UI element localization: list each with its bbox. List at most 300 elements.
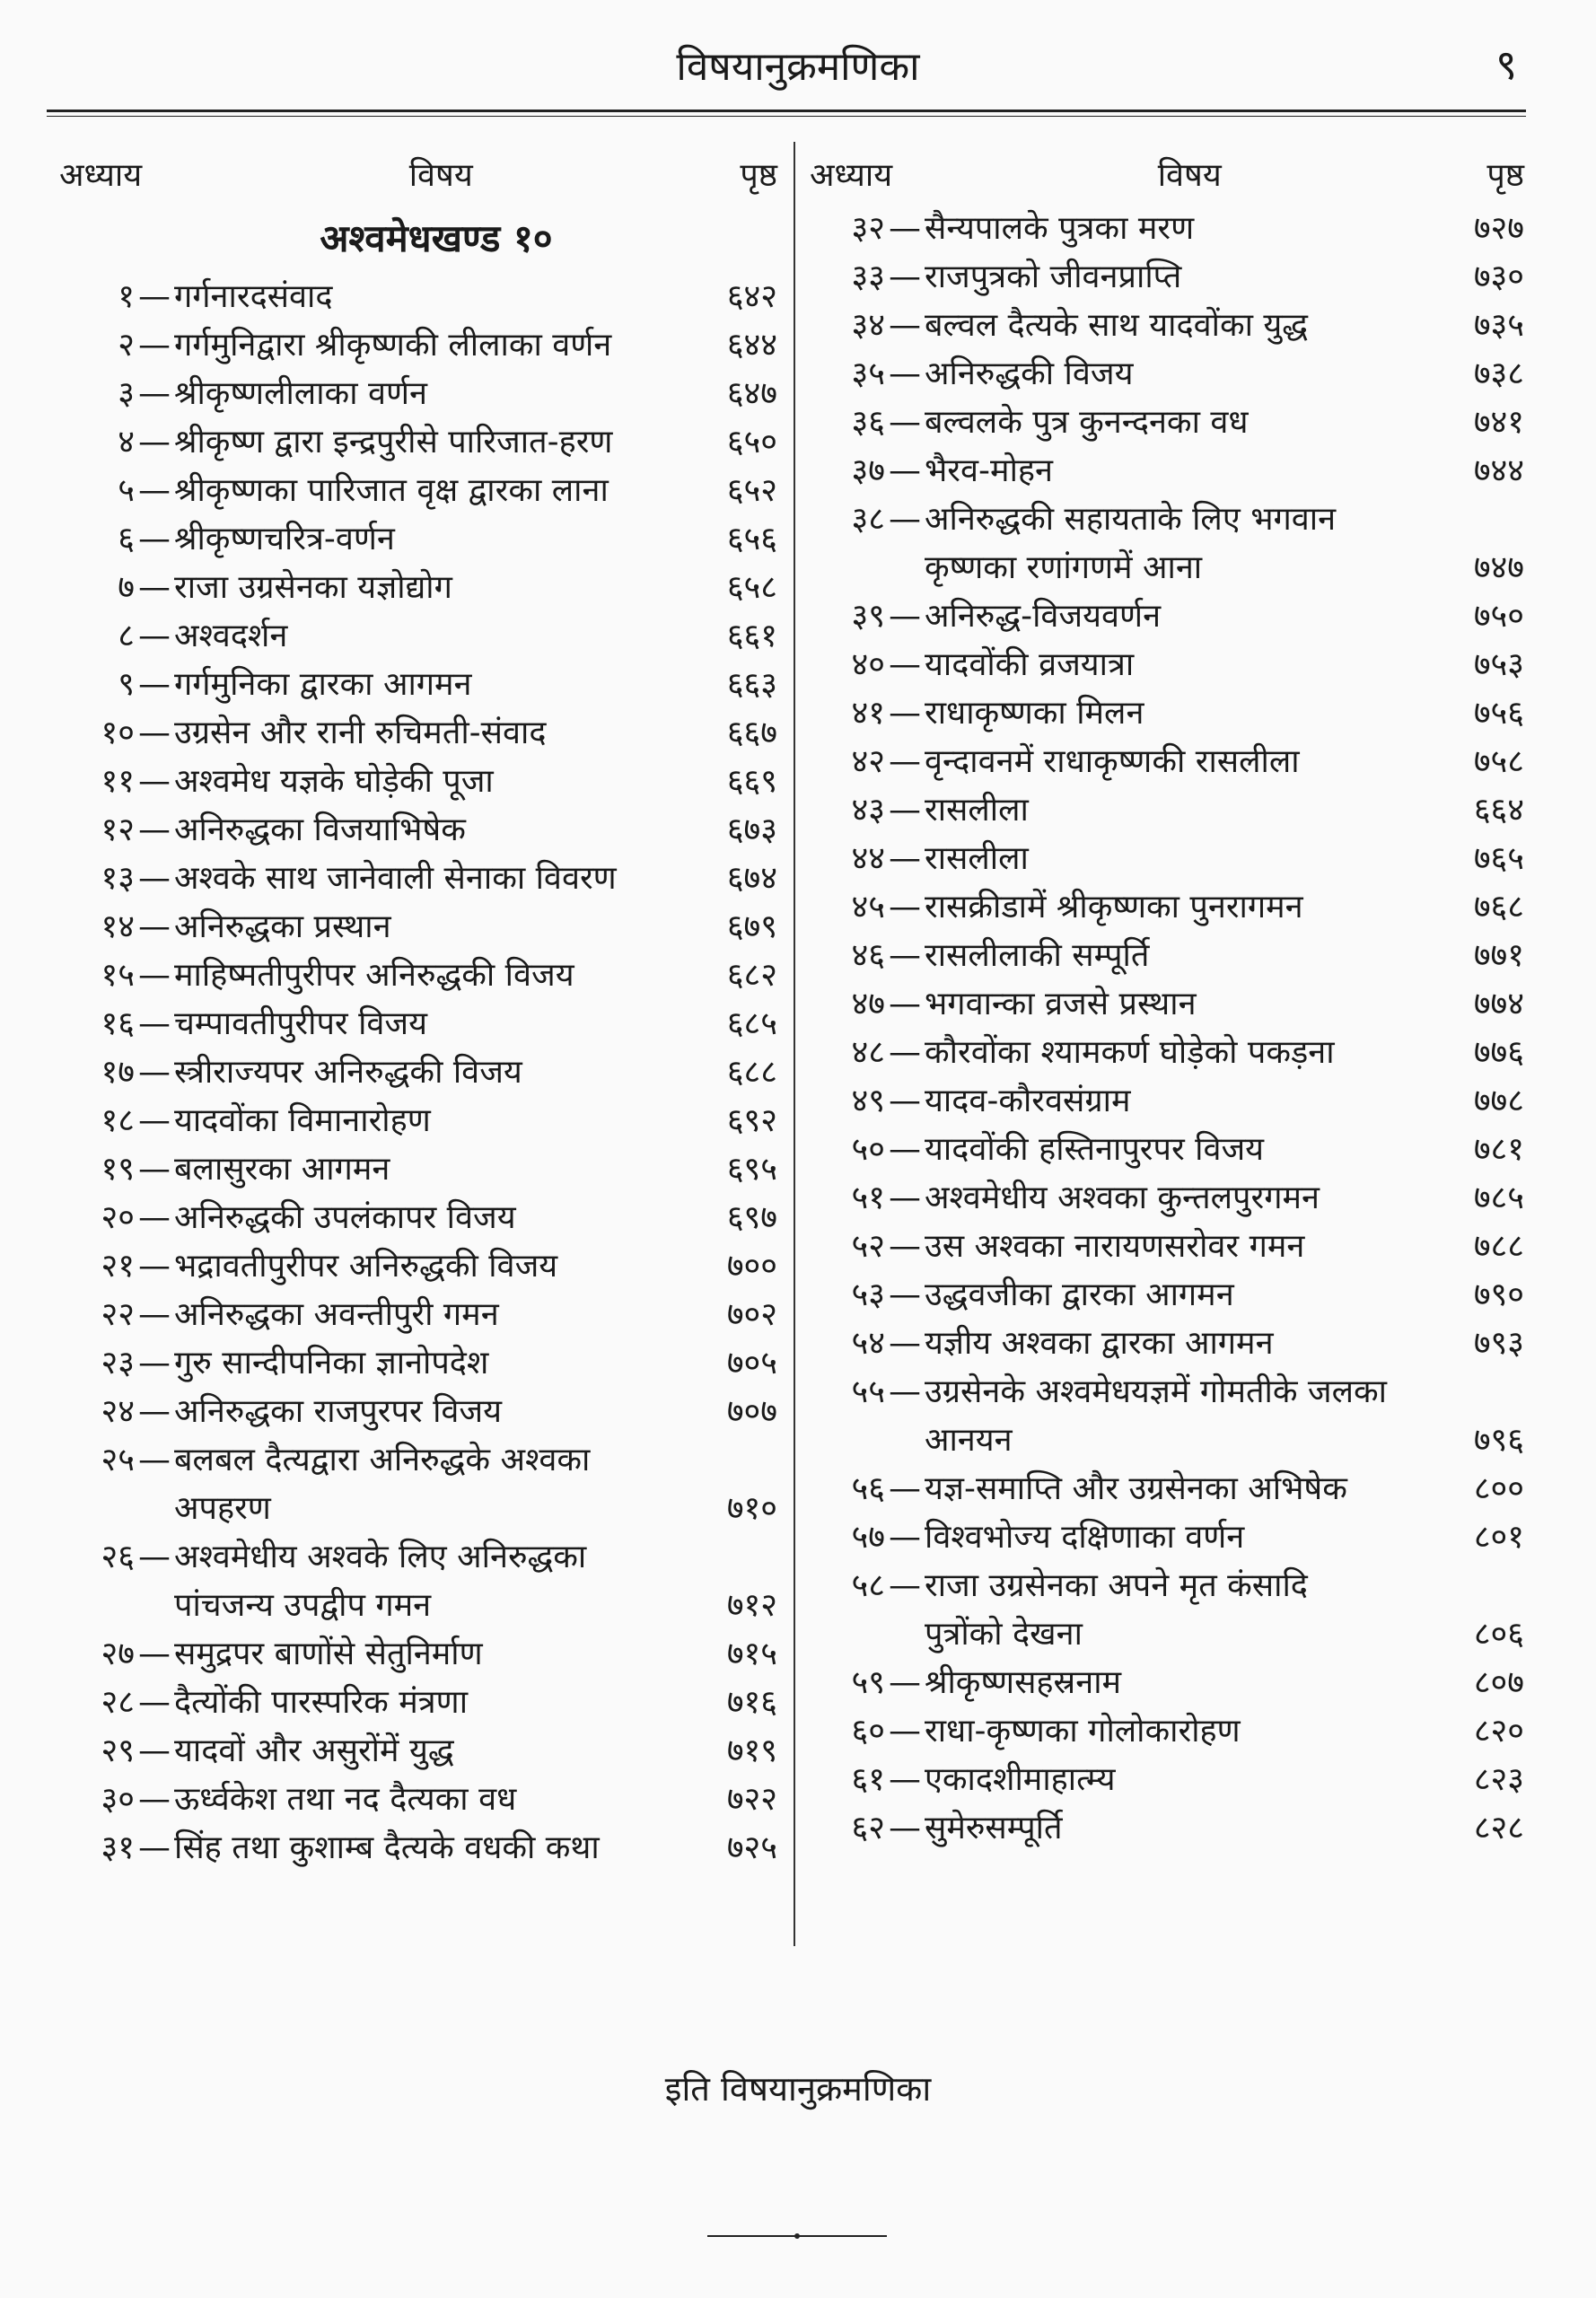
- chapter-title: राजा उग्रसेनका यज्ञोद्योग: [174, 569, 452, 606]
- entry-dash: —: [138, 1054, 171, 1091]
- entry-dash: —: [138, 1829, 171, 1866]
- chapter-title: यज्ञ-समाप्ति और उग्रसेनका अभिषेक: [925, 1470, 1347, 1507]
- chapter-number: ३३: [851, 259, 885, 295]
- page-ref: ८०७: [1473, 1664, 1524, 1701]
- entry-dash: —: [889, 1664, 921, 1701]
- chapter-title-cont: अपहरण: [174, 1490, 271, 1527]
- chapter-title: अश्वमेधीय अश्वका कुन्तलपुरगमन: [925, 1180, 1320, 1216]
- chapter-title: अनिरुद्धकी विजय: [925, 355, 1134, 392]
- page-ref: ६९२: [726, 1102, 777, 1139]
- index-entry: [810, 1513, 1524, 1562]
- chapter-title: अश्वमेध यज्ञके घोड़ेकी पूजा: [174, 763, 494, 800]
- entry-dash: —: [138, 424, 171, 460]
- chapter-number: ४७: [851, 986, 885, 1022]
- page-ref: ६५०: [726, 424, 777, 460]
- chapter-title: गर्गमुनिद्वारा श्रीकृष्णकी लीलाका वर्णन: [174, 327, 612, 364]
- chapter-number: १३: [101, 860, 135, 897]
- chapter-title: उद्धवजीका द्वारका आगमन: [925, 1276, 1234, 1313]
- chapter-title: अनिरुद्धका विजयाभिषेक: [174, 811, 466, 848]
- chapter-title: सैन्यपालके पुत्रका मरण: [925, 210, 1195, 247]
- chapter-title-cont: आनयन: [925, 1422, 1013, 1459]
- index-entry: [810, 350, 1524, 399]
- chapter-title: अनिरुद्धका राजपुरपर विजय: [174, 1393, 502, 1430]
- chapter-title: अनिरुद्धका अवन्तीपुरी गमन: [174, 1296, 499, 1333]
- page-ref: ८२३: [1473, 1761, 1524, 1798]
- entry-dash: —: [138, 1005, 171, 1042]
- entry-dash: —: [138, 278, 171, 315]
- page-ref: ६६३: [726, 666, 777, 703]
- index-entry: [810, 1465, 1524, 1513]
- chapter-number: ३२: [851, 210, 885, 247]
- page-ref: ६८५: [726, 1005, 777, 1042]
- index-entry: [810, 1223, 1524, 1271]
- index-entry: [810, 205, 1524, 253]
- index-entry: [59, 1824, 777, 1873]
- left-entry-list: [59, 273, 777, 1873]
- page-ref: ६७९: [726, 908, 777, 945]
- index-entry: [59, 515, 777, 564]
- index-entry: [810, 786, 1524, 835]
- entry-dash: —: [138, 1102, 171, 1139]
- entry-dash: —: [138, 1151, 171, 1188]
- chapter-number: ४२: [851, 743, 885, 780]
- entry-dash: —: [138, 715, 171, 751]
- chapter-number: ४६: [851, 937, 885, 974]
- column-divider: [794, 142, 795, 1946]
- index-entry: [59, 1388, 777, 1436]
- page-ref: ७८१: [1473, 1131, 1524, 1168]
- page-ref: ६९७: [726, 1199, 777, 1236]
- right-entry-list: [810, 205, 1524, 1853]
- index-entry: [810, 883, 1524, 932]
- chapter-title: वृन्दावनमें राधाकृष्णकी रासलीला: [925, 743, 1300, 780]
- entry-dash: —: [889, 210, 921, 247]
- index-entry: [59, 467, 777, 515]
- entry-dash: —: [889, 1373, 921, 1410]
- page-ref: ७३०: [1473, 259, 1524, 295]
- chapter-number: २६: [101, 1539, 135, 1575]
- chapter-title: स्त्रीराज्यपर अनिरुद्धकी विजय: [174, 1054, 522, 1091]
- chapter-number: ७: [118, 569, 135, 606]
- col-subject-label: विषय: [408, 156, 473, 194]
- entry-dash: —: [889, 1034, 921, 1071]
- chapter-number: १७: [101, 1054, 135, 1091]
- chapter-title: अनिरुद्ध-विजयवर्णन: [925, 598, 1162, 635]
- page-ref: ७०२: [726, 1296, 777, 1333]
- chapter-number: ३०: [101, 1781, 135, 1818]
- page-ref: ७५३: [1473, 646, 1524, 683]
- chapter-number: ३७: [851, 452, 885, 489]
- chapter-number: २: [118, 327, 135, 364]
- chapter-number: १६: [101, 1005, 135, 1042]
- index-entry: [59, 564, 777, 612]
- header-rule: [47, 110, 1526, 117]
- chapter-number: ३१: [101, 1829, 135, 1866]
- index-entry: [59, 1727, 777, 1776]
- chapter-title: अश्वमेधीय अश्वके लिए अनिरुद्धका: [174, 1539, 587, 1575]
- chapter-title: गर्गनारदसंवाद: [174, 278, 333, 315]
- chapter-number: ५९: [851, 1664, 885, 1701]
- entry-dash: —: [138, 1393, 171, 1430]
- entry-dash: —: [138, 1539, 171, 1575]
- page-ref: ६४७: [726, 375, 777, 412]
- entry-dash: —: [889, 1083, 921, 1119]
- page-ref: ८०१: [1473, 1519, 1524, 1556]
- col-page-label: पृष्ठ: [1486, 156, 1524, 194]
- page-ref: ७१९: [726, 1732, 777, 1769]
- entry-dash: —: [138, 763, 171, 800]
- chapter-title: बलासुरका आगमन: [174, 1151, 390, 1188]
- chapter-title: एकादशीमाहात्म्य: [925, 1761, 1116, 1798]
- page-ref: ७९६: [1473, 1422, 1524, 1459]
- index-entry: [59, 1242, 777, 1291]
- page-ref: ६६७: [726, 715, 777, 751]
- chapter-title: यादवों और असुरोंमें युद्ध: [174, 1732, 454, 1769]
- chapter-title: रासलीलाकी सम्पूर्ति: [925, 937, 1150, 974]
- index-entry: [810, 932, 1524, 980]
- chapter-number: २९: [101, 1732, 135, 1769]
- chapter-title: यादव-कौरवसंग्राम: [925, 1083, 1131, 1119]
- index-entry: [59, 1630, 777, 1679]
- entry-dash: —: [889, 889, 921, 925]
- entry-dash: —: [889, 937, 921, 974]
- page-ref: ७२२: [726, 1781, 777, 1818]
- entry-dash: —: [889, 646, 921, 683]
- chapter-number: १: [118, 278, 135, 315]
- col-subject-label: विषय: [1157, 156, 1222, 194]
- right-column: [810, 142, 1524, 1853]
- entry-dash: —: [138, 1345, 171, 1381]
- chapter-number: २२: [101, 1296, 135, 1333]
- page-ref: ७७६: [1473, 1034, 1524, 1071]
- chapter-number: ५५: [851, 1373, 885, 1410]
- chapter-title: बल्वलके पुत्र कुनन्दनका वध: [925, 404, 1249, 441]
- index-entry: [59, 612, 777, 661]
- entry-dash: —: [138, 569, 171, 606]
- chapter-number: ४३: [851, 792, 885, 829]
- page-ref: ७०७: [726, 1393, 777, 1430]
- left-column: [59, 142, 777, 1873]
- chapter-title: अनिरुद्धकी उपलंकापर विजय: [174, 1199, 516, 1236]
- chapter-number: १८: [101, 1102, 135, 1139]
- index-entry: [810, 835, 1524, 883]
- chapter-number: ८: [118, 618, 135, 654]
- entry-dash: —: [138, 957, 171, 994]
- index-entry: [810, 1368, 1524, 1465]
- page-ref: ६५६: [726, 521, 777, 557]
- chapter-title: श्रीकृष्णचरित्र-वर्णन: [174, 521, 395, 557]
- chapter-number: ३९: [851, 598, 885, 635]
- index-entry: [810, 1271, 1524, 1320]
- chapter-title: राजा उग्रसेनका अपने मृत कंसादि: [925, 1567, 1308, 1604]
- chapter-title: समुद्रपर बाणोंसे सेतुनिर्माण: [174, 1636, 483, 1672]
- chapter-number: ६०: [851, 1713, 885, 1750]
- entry-dash: —: [889, 1810, 921, 1846]
- chapter-title: माहिष्मतीपुरीपर अनिरुद्धकी विजय: [174, 957, 574, 994]
- entry-dash: —: [889, 840, 921, 877]
- page-ref: ७७१: [1473, 937, 1524, 974]
- entry-dash: —: [138, 618, 171, 654]
- index-entry: [59, 806, 777, 855]
- index-entry: [810, 253, 1524, 302]
- index-entry: [59, 1533, 777, 1630]
- index-entry: [59, 1097, 777, 1145]
- page-ref: ८२८: [1473, 1810, 1524, 1846]
- chapter-number: २३: [101, 1345, 135, 1381]
- index-entry: [59, 855, 777, 903]
- chapter-number: ६२: [851, 1810, 885, 1846]
- chapter-title: ऊर्ध्वकेश तथा नद दैत्यका वध: [174, 1781, 517, 1818]
- index-entry: [810, 447, 1524, 496]
- chapter-title: रासलीला: [925, 792, 1029, 829]
- page-ref: ७३८: [1473, 355, 1524, 392]
- index-entry: [59, 1048, 777, 1097]
- col-page-label: पृष्ठ: [740, 156, 777, 194]
- entry-dash: —: [889, 1325, 921, 1362]
- index-entry: [810, 689, 1524, 738]
- index-entry: [810, 399, 1524, 447]
- chapter-number: ३४: [851, 307, 885, 344]
- chapter-title: यादवोंकी व्रजयात्रा: [925, 646, 1135, 683]
- chapter-title: चम्पावतीपुरीपर विजय: [174, 1005, 428, 1042]
- page-ref: ७४४: [1473, 452, 1524, 489]
- entry-dash: —: [889, 986, 921, 1022]
- index-entry: [810, 1320, 1524, 1368]
- index-entry: [59, 903, 777, 952]
- entry-dash: —: [889, 452, 921, 489]
- index-entry: [810, 1707, 1524, 1756]
- chapter-title: राधा-कृष्णका गोलोकारोहण: [925, 1713, 1241, 1750]
- chapter-number: ५४: [851, 1325, 885, 1362]
- entry-dash: —: [889, 792, 921, 829]
- chapter-title: दैत्योंकी पारस्परिक मंत्रणा: [174, 1684, 469, 1721]
- page-ref: ८००: [1473, 1470, 1524, 1507]
- page-ref: ६४४: [726, 327, 777, 364]
- index-entry: [810, 496, 1524, 592]
- page-ref: ७००: [726, 1248, 777, 1285]
- chapter-number: १५: [101, 957, 135, 994]
- chapter-number: १०: [101, 715, 135, 751]
- entry-dash: —: [889, 1713, 921, 1750]
- page-ref: ७७४: [1473, 986, 1524, 1022]
- page-ref: ६९५: [726, 1151, 777, 1188]
- index-entry: [59, 1339, 777, 1388]
- page-ref: ६६९: [726, 763, 777, 800]
- chapter-title: अनिरुद्धका प्रस्थान: [174, 908, 391, 945]
- index-entry: [59, 273, 777, 321]
- section-title: अश्वमेधखण्ड १०: [320, 216, 553, 260]
- chapter-title: बलबल दैत्यद्वारा अनिरुद्धके अश्वका: [174, 1442, 591, 1478]
- index-entry: [810, 1126, 1524, 1174]
- chapter-title: रासलीला: [925, 840, 1029, 877]
- left-column-header: [59, 142, 777, 205]
- entry-dash: —: [889, 501, 921, 538]
- entry-dash: —: [138, 1684, 171, 1721]
- index-entry: [59, 370, 777, 418]
- page-ref: ७५८: [1473, 743, 1524, 780]
- entry-dash: —: [889, 1131, 921, 1168]
- index-entry: [810, 980, 1524, 1029]
- page-ref: ६६४: [1473, 792, 1524, 829]
- index-entry: [810, 1029, 1524, 1077]
- page-ref: ६८८: [726, 1054, 777, 1091]
- chapter-number: ४०: [851, 646, 885, 683]
- entry-dash: —: [889, 1761, 921, 1798]
- chapter-number: ४९: [851, 1083, 885, 1119]
- chapter-number: २७: [101, 1636, 135, 1672]
- chapter-number: ५२: [851, 1228, 885, 1265]
- entry-dash: —: [138, 1296, 171, 1333]
- page-ref: ७२५: [726, 1829, 777, 1866]
- chapter-number: ४८: [851, 1034, 885, 1071]
- entry-dash: —: [889, 1276, 921, 1313]
- index-entry: [59, 952, 777, 1000]
- running-title: विषयानुक्रमणिका: [676, 44, 920, 90]
- chapter-title: अनिरुद्धकी सहायताके लिए भगवान: [925, 501, 1337, 538]
- chapter-number: ४४: [851, 840, 885, 877]
- entry-dash: —: [889, 307, 921, 344]
- index-entry: [810, 1077, 1524, 1126]
- index-entry: [59, 709, 777, 758]
- index-entry: [59, 1679, 777, 1727]
- page-ref: ७८८: [1473, 1228, 1524, 1265]
- page-ref: ७१५: [726, 1636, 777, 1672]
- chapter-number: ५७: [851, 1519, 885, 1556]
- chapter-title: गुरु सान्दीपनिका ज्ञानोपदेश: [174, 1345, 489, 1381]
- chapter-title: विश्वभोज्य दक्षिणाका वर्णन: [925, 1519, 1245, 1556]
- entry-dash: —: [889, 355, 921, 392]
- entry-dash: —: [889, 1567, 921, 1604]
- page-ref: ७७८: [1473, 1083, 1524, 1119]
- index-entry: [810, 1562, 1524, 1659]
- chapter-title: भैरव-मोहन: [925, 452, 1053, 489]
- chapter-title: उस अश्वका नारायणसरोवर गमन: [925, 1228, 1305, 1265]
- index-entry: [810, 592, 1524, 641]
- chapter-title-cont: पुत्रोंको देखना: [925, 1616, 1083, 1653]
- entry-dash: —: [138, 908, 171, 945]
- page-ref: ६८२: [726, 957, 777, 994]
- page-number: ९: [1495, 40, 1517, 89]
- page-ref: ७५६: [1473, 695, 1524, 732]
- entry-dash: —: [889, 1228, 921, 1265]
- chapter-title: राधाकृष्णका मिलन: [925, 695, 1144, 732]
- chapter-title: श्रीकृष्णसहस्रनाम: [925, 1664, 1122, 1701]
- page-ref: ६७३: [726, 811, 777, 848]
- index-entry: [59, 1194, 777, 1242]
- chapter-number: १९: [101, 1151, 135, 1188]
- index-entry: [59, 418, 777, 467]
- page-ref: ७९३: [1473, 1325, 1524, 1362]
- index-entry: [59, 1291, 777, 1339]
- entry-dash: —: [138, 1199, 171, 1236]
- page-ref: ७३५: [1473, 307, 1524, 344]
- chapter-number: ५१: [851, 1180, 885, 1216]
- page-ref: ८२०: [1473, 1713, 1524, 1750]
- index-entry: [59, 758, 777, 806]
- chapter-number: ४५: [851, 889, 885, 925]
- chapter-number: ९: [118, 666, 135, 703]
- page-ref: ७०५: [726, 1345, 777, 1381]
- chapter-number: ५३: [851, 1276, 885, 1313]
- entry-dash: —: [889, 259, 921, 295]
- chapter-number: ३८: [851, 501, 885, 538]
- entry-dash: —: [889, 404, 921, 441]
- page-ref: ७९०: [1473, 1276, 1524, 1313]
- page-ref: ६५८: [726, 569, 777, 606]
- chapter-number: ५: [118, 472, 135, 509]
- entry-dash: —: [138, 327, 171, 364]
- chapter-title: उग्रसेन और रानी रुचिमती-संवाद: [174, 715, 547, 751]
- col-chapter-label: अध्याय: [59, 156, 143, 194]
- page-ref: ८०६: [1473, 1616, 1524, 1653]
- footer-text: इति विषयानुक्रमणिका: [664, 2069, 932, 2109]
- index-entry: [810, 641, 1524, 689]
- chapter-title: अश्वके साथ जानेवाली सेनाका विवरण: [174, 860, 617, 897]
- entry-dash: —: [138, 1732, 171, 1769]
- page-ref: ६५२: [726, 472, 777, 509]
- chapter-title: यज्ञीय अश्वका द्वारका आगमन: [925, 1325, 1274, 1362]
- index-entry: [810, 1756, 1524, 1804]
- chapter-number: ५६: [851, 1470, 885, 1507]
- page-ref: ७१०: [726, 1490, 777, 1527]
- index-entry: [59, 1776, 777, 1824]
- index-entry: [810, 1174, 1524, 1223]
- chapter-title: बल्वल दैत्यके साथ यादवोंका युद्ध: [925, 307, 1309, 344]
- index-entry: [59, 661, 777, 709]
- chapter-number: ६: [118, 521, 135, 557]
- chapter-title: भद्रावतीपुरीपर अनिरुद्धकी विजय: [174, 1248, 558, 1285]
- right-column-header: [810, 142, 1524, 205]
- chapter-number: ५८: [851, 1567, 885, 1604]
- chapter-title: अश्वदर्शन: [174, 618, 288, 654]
- page-ref: ६६१: [726, 618, 777, 654]
- col-chapter-label: अध्याय: [810, 156, 893, 194]
- page-ref: ७६५: [1473, 840, 1524, 877]
- chapter-number: २०: [101, 1199, 135, 1236]
- entry-dash: —: [889, 1180, 921, 1216]
- chapter-number: २१: [101, 1248, 135, 1285]
- entry-dash: —: [138, 666, 171, 703]
- page-ref: ७१२: [726, 1587, 777, 1624]
- chapter-title: यादवोंकी हस्तिनापुरपर विजय: [925, 1131, 1265, 1168]
- index-entry: [810, 302, 1524, 350]
- entry-dash: —: [138, 860, 171, 897]
- entry-dash: —: [138, 472, 171, 509]
- chapter-number: २५: [101, 1442, 135, 1478]
- page-ref: ७४७: [1473, 549, 1524, 586]
- footer-ornament: [707, 2233, 887, 2239]
- index-entry: [810, 738, 1524, 786]
- index-entry: [59, 1145, 777, 1194]
- chapter-title-cont: पांचजन्य उपद्वीप गमन: [174, 1587, 432, 1624]
- index-entry: [59, 321, 777, 370]
- page-ref: ७२७: [1473, 210, 1524, 247]
- chapter-number: ४: [118, 424, 135, 460]
- chapter-title: गर्गमुनिका द्वारका आगमन: [174, 666, 472, 703]
- entry-dash: —: [889, 598, 921, 635]
- index-entry: [59, 1000, 777, 1048]
- chapter-title: श्रीकृष्ण द्वारा इन्द्रपुरीसे पारिजात-हरण: [174, 424, 613, 460]
- entry-dash: —: [889, 1470, 921, 1507]
- entry-dash: —: [889, 1519, 921, 1556]
- entry-dash: —: [138, 1442, 171, 1478]
- chapter-number: ५०: [851, 1131, 885, 1168]
- page-ref: ६४२: [726, 278, 777, 315]
- chapter-number: १२: [101, 811, 135, 848]
- entry-dash: —: [138, 1248, 171, 1285]
- index-entry: [810, 1659, 1524, 1707]
- chapter-title: यादवोंका विमानारोहण: [174, 1102, 431, 1139]
